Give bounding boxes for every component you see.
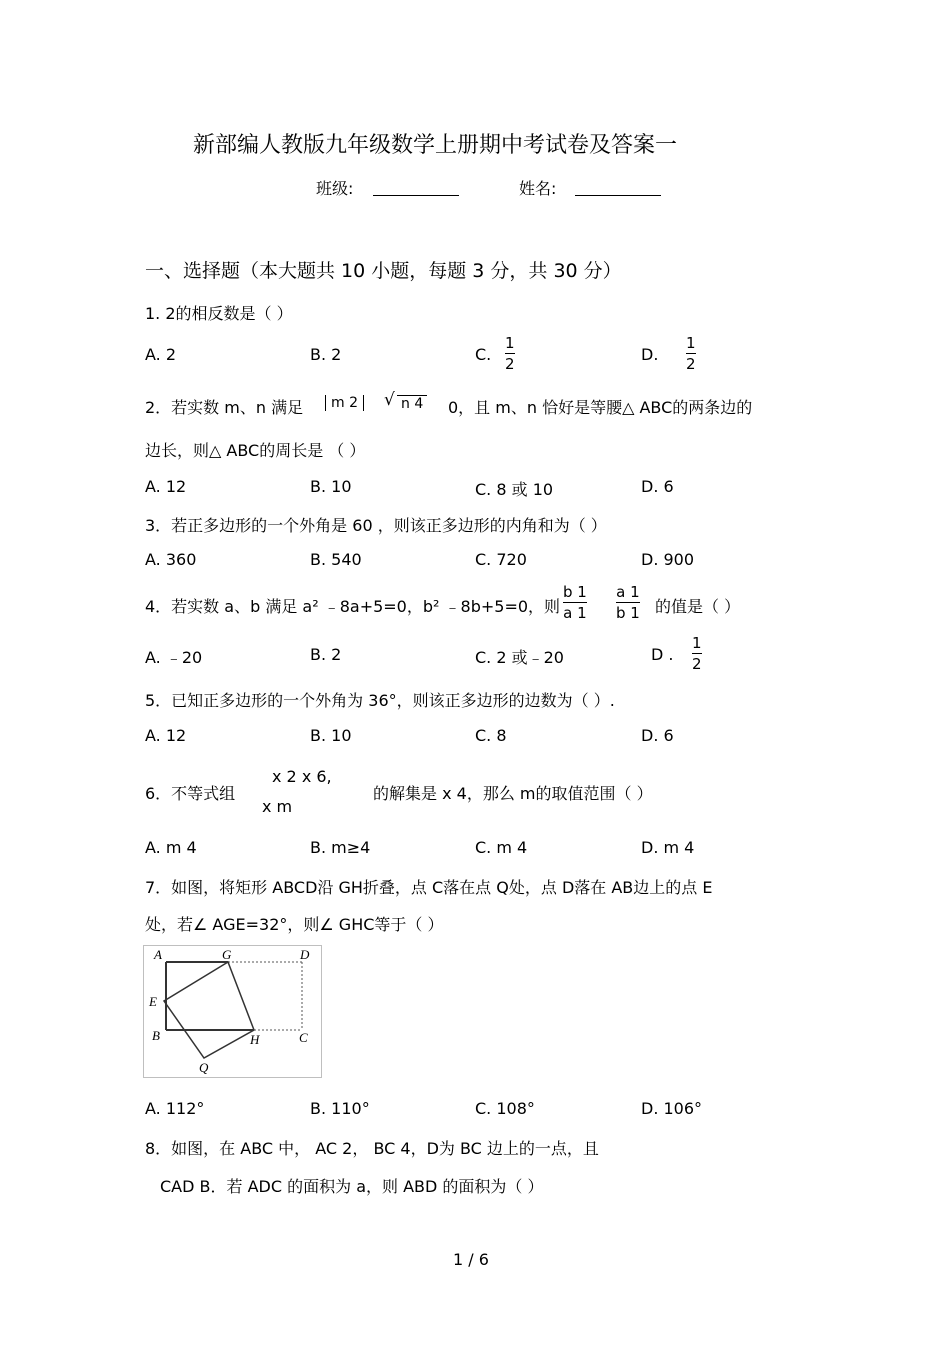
q2-option-b: B. 10 [310,477,352,496]
q6-stem-b: 的解集是 x 4，那么 m的取值范围（ ） [373,784,653,803]
q7-option-b: B. 110° [310,1099,370,1118]
name-blank [575,194,661,196]
label-a: A [154,947,162,962]
q4-option-b: B. 2 [310,645,342,664]
q1-c-numerator: 1 [505,334,515,352]
q4-f1-numerator: b 1 [563,583,587,601]
q7-option-d: D. 106° [641,1099,703,1118]
q4-f2-numerator: a 1 [616,583,640,601]
q4-d-denominator: 2 [692,655,702,673]
q4-option-c: C. 2 或﹣20 [475,648,564,667]
q6-system-line-2: x m [262,797,293,816]
q2-option-a: A. 12 [145,477,187,496]
label-g: G [222,947,232,962]
q7-diagram [144,946,321,1077]
q1-d-denominator: 2 [686,355,696,373]
q2-sqrt: n 4 [397,395,427,412]
q4-f1-denominator: a 1 [563,604,587,622]
q1-option-d: D. [641,345,659,364]
q6-system-line-1: x 2 x 6, [272,767,332,786]
q1-d-fraction [686,335,696,372]
q5-option-c: C. 8 [475,726,507,745]
q6-option-d: D. m 4 [641,838,695,857]
q4-stem-b: 的值是（ ） [655,597,741,616]
page-title: 新部编人教版九年级数学上册期中考试卷及答案一 [193,133,678,158]
q5-stem: 5．已知正多边形的一个外角为 36°，则该正多边形的边数为（ ）. [145,691,615,710]
q3-option-b: B. 540 [310,550,362,569]
q5-option-b: B. 10 [310,726,352,745]
label-c: C [299,1030,308,1045]
q1-stem: 1. 2的相反数是（ ） [145,304,293,323]
label-q: Q [199,1060,209,1075]
q7-stem-b: 处，若∠ AGE=32°，则∠ GHC等于（ ） [145,915,444,934]
q2-stem-c: 边长，则△ ABC的周长是 （ ） [145,441,366,460]
q4-fraction-1 [563,584,587,621]
q1-d-numerator: 1 [686,334,696,352]
q4-option-d: D . [651,645,674,664]
section-heading: 一、选择题（本大题共 10 小题，每题 3 分，共 30 分） [145,260,622,282]
q4-fraction-2 [616,584,640,621]
q1-option-b: B. 2 [310,345,342,364]
q3-stem: 3．若正多边形的一个外角是 60 ，则该正多边形的内角和为（ ） [145,516,607,535]
q1-c-denominator: 2 [505,355,515,373]
q4-stem-a: 4．若实数 a、b 满足 a² ﹣8a+5=0，b² ﹣8b+5=0，则 [145,597,561,616]
q2-abs: m 2 [325,395,364,411]
q2-option-d: D. 6 [641,477,674,496]
q6-option-c: C. m 4 [475,838,528,857]
name-label: 姓名: [519,179,557,198]
q5-option-a: A. 12 [145,726,187,745]
q1-option-c: C. [475,345,492,364]
q1-c-fraction [505,335,515,372]
q1-option-a: A. 2 [145,345,177,364]
q3-option-d: D. 900 [641,550,695,569]
q2-stem-a: 2．若实数 m、n 满足 [145,398,304,417]
q7-option-c: C. 108° [475,1099,535,1118]
label-h: H [250,1032,260,1047]
q7-option-a: A. 112° [145,1099,205,1118]
label-d: D [300,947,310,962]
sqrt-icon: √ [384,390,395,410]
q6-stem-a: 6．不等式组 [145,784,236,803]
q3-option-a: A. 360 [145,550,197,569]
class-blank [373,194,459,196]
q7-stem-a: 7．如图，将矩形 ABCD沿 GH折叠，点 C落在点 Q处，点 D落在 AB边上的点 E [145,878,713,897]
label-e: E [149,994,157,1009]
class-label: 班级: [316,179,354,198]
folded-quad [164,962,254,1058]
q3-option-c: C. 720 [475,550,527,569]
q6-option-b: B. m≥4 [310,838,371,857]
q4-d-fraction [692,635,702,672]
q7-figure [143,945,322,1078]
page-number: 1 / 6 [453,1250,489,1269]
q5-option-d: D. 6 [641,726,674,745]
label-b: B [152,1028,160,1043]
q8-stem-b: CAD B．若 ADC 的面积为 a，则 ABD 的面积为（ ） [160,1177,544,1196]
q4-f2-denominator: b 1 [616,604,640,622]
q4-option-a: A. ﹣20 [145,648,203,667]
q8-stem-a: 8．如图，在 ABC 中， AC 2， BC 4，D为 BC 边上的一点，且 [145,1139,599,1158]
q6-option-a: A. m 4 [145,838,197,857]
q4-d-numerator: 1 [692,634,702,652]
q2-option-c: C. 8 或 10 [475,480,554,499]
q2-stem-b: 0，且 m、n 恰好是等腰△ ABC的两条边的 [448,398,753,417]
